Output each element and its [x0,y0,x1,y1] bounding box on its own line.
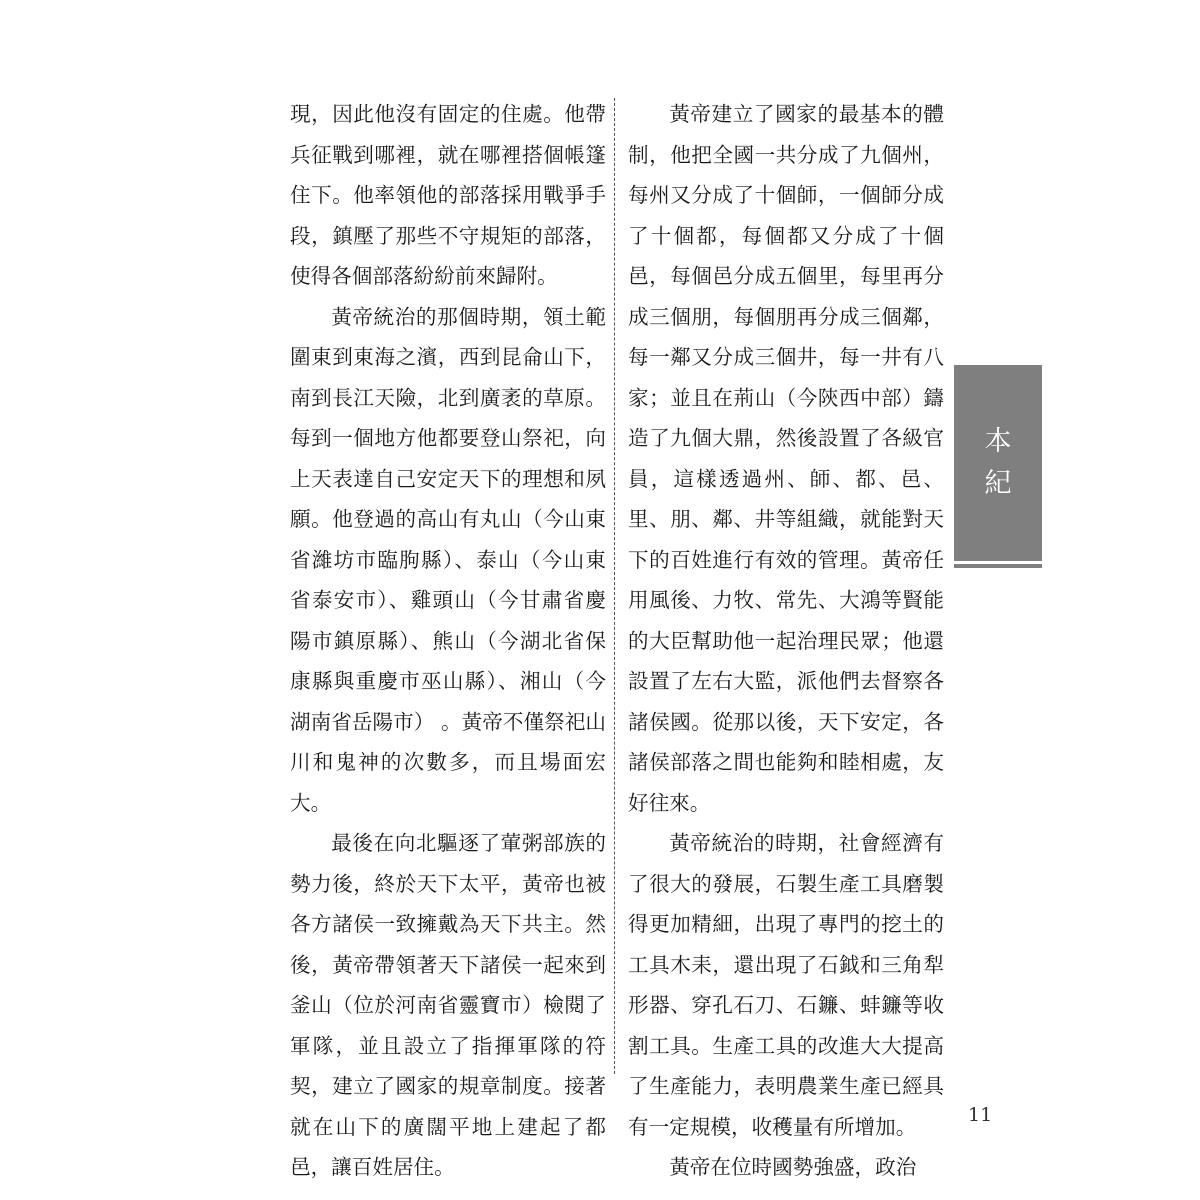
column-divider [614,98,615,1074]
paragraph: 現，因此他沒有固定的住處。他帶兵征戰到哪裡，就在哪裡搭個帳篷住下。他率領他的部落採用戰爭手段，鎮壓了那些不守規矩的部落，使得各個部落紛紛前來歸附。 [290,102,606,288]
paragraph: 黃帝統治的那個時期，領土範圍東到東海之濱，西到昆侖山下，南到長江天險，北到廣袤的草原。每到一個地方他都要登山祭祀，向上天表達自己安定天下的理想和夙願。他登過的高山有丸山（今山東省濰坊市臨朐縣）、泰山（今山東省泰安市）、雞頭山（今甘肅省慶陽市鎮原縣）、熊山（今湖北省保康縣與重慶市巫山縣）、湘山（今湖南省岳陽市） 。黃帝不僅祭祀山川和鬼神的次數多，而且場面宏大。 [290,304,606,815]
paragraph: 黃帝在位時國勢強盛，政治 [669,1155,917,1179]
chapter-tab-char: 紀 [984,468,1012,499]
tab-underline [954,564,1042,568]
paragraph: 黃帝建立了國家的最基本的體制，他把全國一共分成了九個州，每州又分成了十個師，一個師分成了十個都，每個都又分成了十個邑，每個邑分成五個里，每里再分成三個朋，每個朋再分成三個鄰，每一鄰又分成三個井，每一井有八家；並且在荊山（今陝西中部）鑄造了九個大鼎，然後設置了各級官員，這樣透過州、師、都、邑、里、朋、鄰、井等組織，就能對天下的百姓進行有效的管理。黃帝任用風後、力牧、常先、大鴻等賢能的大臣幫助他一起治理民眾；他還設置了左右大監，派他們去督察各諸侯國。從那以後，天下安定，各諸侯部落之間也能夠和睦相處，友好往來。 [628,102,944,815]
chapter-tab-char: 本 [984,426,1012,457]
left-text-column [290,94,606,1188]
page-number: 11 [968,1104,993,1126]
chapter-side-tab [954,365,1042,561]
right-text-column [628,94,944,1188]
paragraph: 最後在向北驅逐了葷粥部族的勢力後，終於天下太平，黃帝也被各方諸侯一致擁戴為天下共主。然後，黃帝帶領著天下諸侯一起來到釜山（位於河南省靈寶市）檢閱了軍隊，並且設立了指揮軍隊的符契，建立了國家的規章制度。接著就在山下的廣闊平地上建起了都邑，讓百姓居住。 [290,831,606,1179]
paragraph: 黃帝統治的時期，社會經濟有了很大的發展，石製生產工具磨製得更加精細，出現了專門的挖土的工具木耒，還出現了石鉞和三角犁形器、穿孔石刀、石鐮、蚌鐮等收割工具。生產工具的改進大大提高了生產能力，表明農業生產已經具有一定規模，收穫量有所增加。 [628,831,944,1139]
